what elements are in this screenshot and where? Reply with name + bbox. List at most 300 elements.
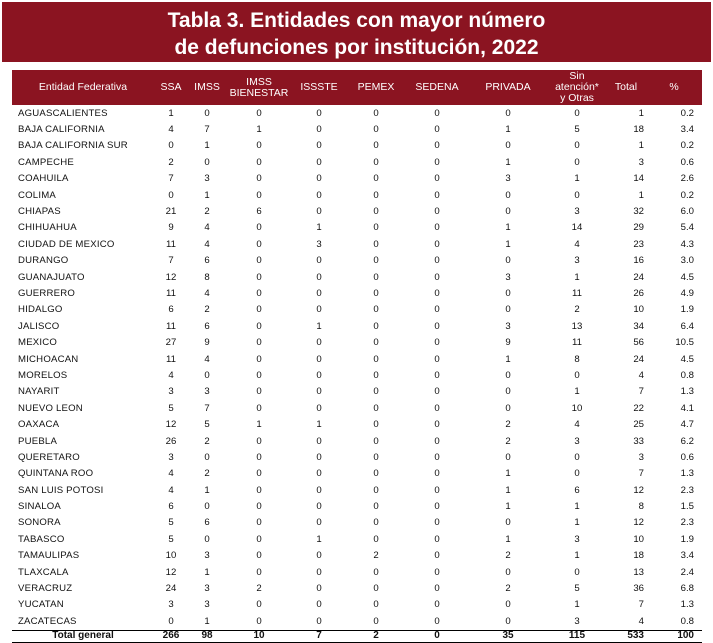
cell-entidad: YUCATAN xyxy=(18,599,64,611)
cell-total: 12 xyxy=(633,517,644,529)
cell-total: 8 xyxy=(638,501,644,513)
cell-pemex: 0 xyxy=(373,435,379,447)
cell-pemex: 0 xyxy=(373,468,379,480)
cell-privada: 1 xyxy=(505,484,511,496)
cell-total: 4 xyxy=(638,615,644,627)
cell-sin-atencion: 0 xyxy=(574,189,580,201)
cell-imss-bienestar: 6 xyxy=(256,206,262,218)
cell-issste: 0 xyxy=(316,599,322,611)
cell-total: 4 xyxy=(638,369,644,381)
cell-privada: 3 xyxy=(505,173,511,185)
cell-percent: 0.8 xyxy=(680,369,694,381)
cell-privada: 3 xyxy=(505,271,511,283)
cell-percent: 1.3 xyxy=(680,386,694,398)
cell-issste: 0 xyxy=(316,566,322,578)
cell-percent: 2.3 xyxy=(680,484,694,496)
header-imss-bienestar-line-2: BIENESTAR xyxy=(229,86,289,99)
cell-imss: 6 xyxy=(204,517,210,529)
cell-pemex: 0 xyxy=(373,484,379,496)
cell-sedena: 0 xyxy=(434,124,440,136)
cell-sedena: 0 xyxy=(434,222,440,234)
cell-privada: 0 xyxy=(505,206,511,218)
cell-pemex: 0 xyxy=(373,255,379,267)
cell-sedena: 0 xyxy=(434,615,440,627)
table-row xyxy=(12,384,702,400)
total-entidad: Total general xyxy=(12,630,154,642)
cell-sin-atencion: 5 xyxy=(574,583,580,595)
cell-pemex: 0 xyxy=(373,304,379,316)
table-row xyxy=(12,253,702,269)
cell-imss-bienestar: 0 xyxy=(256,320,262,332)
cell-imss-bienestar: 0 xyxy=(256,222,262,234)
cell-pemex: 0 xyxy=(373,222,379,234)
cell-imss-bienestar: 0 xyxy=(256,451,262,463)
header-total: Total xyxy=(606,70,646,105)
cell-total: 26 xyxy=(633,287,644,299)
cell-imss: 9 xyxy=(204,337,210,349)
cell-total: 34 xyxy=(633,320,644,332)
cell-ssa: 27 xyxy=(165,337,177,349)
cell-percent: 2.4 xyxy=(680,566,694,578)
cell-pemex: 0 xyxy=(373,206,379,218)
cell-imss-bienestar: 0 xyxy=(256,484,262,496)
cell-pemex: 0 xyxy=(373,566,379,578)
cell-imss: 1 xyxy=(204,484,210,496)
cell-entidad: CAMPECHE xyxy=(18,156,74,168)
table-title xyxy=(2,2,711,62)
table-row xyxy=(12,203,702,219)
cell-imss: 6 xyxy=(204,320,210,332)
cell-privada: 0 xyxy=(505,255,511,267)
total-pemex: 2 xyxy=(346,630,406,642)
cell-percent: 4.5 xyxy=(680,353,694,365)
cell-sedena: 0 xyxy=(434,533,440,545)
cell-total: 7 xyxy=(638,386,644,398)
cell-total: 25 xyxy=(633,419,644,431)
cell-pemex: 0 xyxy=(373,419,379,431)
cell-issste: 0 xyxy=(316,386,322,398)
cell-entidad: PUEBLA xyxy=(18,435,58,447)
cell-imss: 6 xyxy=(204,255,210,267)
cell-sin-atencion: 13 xyxy=(571,320,583,332)
cell-imss-bienestar: 0 xyxy=(256,107,262,119)
table-row xyxy=(12,138,702,154)
cell-ssa: 2 xyxy=(168,156,174,168)
cell-sedena: 0 xyxy=(434,287,440,299)
cell-total: 23 xyxy=(633,238,644,250)
cell-privada: 0 xyxy=(505,386,511,398)
cell-issste: 0 xyxy=(316,304,322,316)
cell-issste: 0 xyxy=(316,107,322,119)
cell-sin-atencion: 6 xyxy=(574,484,580,496)
cell-percent: 4.7 xyxy=(680,419,694,431)
cell-sin-atencion: 4 xyxy=(574,238,580,250)
cell-sedena: 0 xyxy=(434,189,440,201)
cell-imss-bienestar: 0 xyxy=(256,255,262,267)
cell-pemex: 0 xyxy=(373,320,379,332)
cell-imss: 8 xyxy=(204,271,210,283)
cell-entidad: BAJA CALIFORNIA SUR xyxy=(18,140,128,152)
total-ssa: 266 xyxy=(154,630,188,642)
cell-ssa: 12 xyxy=(165,419,177,431)
cell-total: 29 xyxy=(633,222,644,234)
table-row xyxy=(12,269,702,285)
cell-sin-atencion: 14 xyxy=(571,222,583,234)
cell-ssa: 12 xyxy=(165,566,177,578)
cell-pemex: 0 xyxy=(373,337,379,349)
cell-issste: 0 xyxy=(316,337,322,349)
total-total: 533 xyxy=(606,630,646,642)
cell-total: 24 xyxy=(633,353,644,365)
cell-total: 24 xyxy=(633,271,644,283)
cell-total: 36 xyxy=(633,583,644,595)
header-sin-atencion xyxy=(548,70,606,105)
table-row xyxy=(12,220,702,236)
header-sin-line-2: atención* xyxy=(555,81,599,93)
cell-percent: 0.2 xyxy=(680,189,694,201)
cell-issste: 0 xyxy=(316,287,322,299)
cell-privada: 1 xyxy=(505,124,511,136)
cell-total: 16 xyxy=(633,255,644,267)
cell-total: 14 xyxy=(633,173,644,185)
cell-issste: 0 xyxy=(316,271,322,283)
cell-total: 1 xyxy=(638,140,644,152)
cell-total: 18 xyxy=(633,550,644,562)
cell-issste: 0 xyxy=(316,435,322,447)
cell-ssa: 4 xyxy=(168,468,174,480)
cell-sin-atencion: 0 xyxy=(574,566,580,578)
cell-privada: 0 xyxy=(505,107,511,119)
table-row xyxy=(12,580,702,596)
cell-entidad: NAYARIT xyxy=(18,386,60,398)
cell-issste: 1 xyxy=(316,320,322,332)
cell-imss: 3 xyxy=(204,173,210,185)
cell-pemex: 2 xyxy=(373,550,379,562)
cell-percent: 4.5 xyxy=(680,271,694,283)
cell-entidad: MEXICO xyxy=(18,337,58,349)
cell-issste: 0 xyxy=(316,468,322,480)
cell-privada: 1 xyxy=(505,222,511,234)
cell-sin-atencion: 0 xyxy=(574,451,580,463)
cell-privada: 0 xyxy=(505,566,511,578)
cell-sin-atencion: 0 xyxy=(574,468,580,480)
cell-percent: 0.8 xyxy=(680,615,694,627)
cell-total: 10 xyxy=(633,304,644,316)
total-percent: 100 xyxy=(646,630,702,642)
cell-imss-bienestar: 0 xyxy=(256,566,262,578)
cell-sedena: 0 xyxy=(434,435,440,447)
cell-entidad: OAXACA xyxy=(18,419,60,431)
cell-percent: 1.3 xyxy=(680,468,694,480)
cell-imss: 7 xyxy=(204,124,210,136)
cell-sin-atencion: 3 xyxy=(574,435,580,447)
cell-pemex: 0 xyxy=(373,501,379,513)
cell-pemex: 0 xyxy=(373,124,379,136)
cell-sedena: 0 xyxy=(434,238,440,250)
cell-issste: 1 xyxy=(316,533,322,545)
cell-imss: 7 xyxy=(204,402,210,414)
cell-privada: 1 xyxy=(505,533,511,545)
cell-imss-bienestar: 0 xyxy=(256,271,262,283)
cell-ssa: 1 xyxy=(168,107,174,119)
cell-sedena: 0 xyxy=(434,271,440,283)
cell-total: 7 xyxy=(638,468,644,480)
cell-pemex: 0 xyxy=(373,353,379,365)
cell-entidad: ZACATECAS xyxy=(18,615,77,627)
cell-ssa: 4 xyxy=(168,124,174,136)
cell-total: 22 xyxy=(633,402,644,414)
cell-pemex: 0 xyxy=(373,189,379,201)
cell-percent: 3.0 xyxy=(680,255,694,267)
cell-pemex: 0 xyxy=(373,287,379,299)
cell-imss: 3 xyxy=(204,550,210,562)
cell-sedena: 0 xyxy=(434,599,440,611)
cell-entidad: HIDALGO xyxy=(18,304,63,316)
total-imss: 98 xyxy=(188,630,226,642)
cell-ssa: 10 xyxy=(165,550,177,562)
cell-privada: 1 xyxy=(505,353,511,365)
cell-sin-atencion: 2 xyxy=(574,304,580,316)
header-sin-line-3: y Otras xyxy=(560,92,594,104)
cell-issste: 0 xyxy=(316,353,322,365)
cell-issste: 1 xyxy=(316,419,322,431)
cell-imss-bienestar: 0 xyxy=(256,353,262,365)
cell-sedena: 0 xyxy=(434,206,440,218)
header-imss-bienestar xyxy=(226,70,292,105)
cell-sedena: 0 xyxy=(434,369,440,381)
cell-ssa: 5 xyxy=(168,402,174,414)
table-body xyxy=(12,105,702,630)
header-sin-line-1: Sin xyxy=(569,70,585,82)
table-row xyxy=(12,236,702,252)
cell-imss: 1 xyxy=(204,189,210,201)
total-sin-atencion: 115 xyxy=(548,630,606,642)
cell-privada: 0 xyxy=(505,189,511,201)
cell-ssa: 7 xyxy=(168,255,174,267)
cell-imss-bienestar: 0 xyxy=(256,337,262,349)
cell-imss: 2 xyxy=(204,468,210,480)
cell-percent: 0.6 xyxy=(680,451,694,463)
header-imss: IMSS xyxy=(188,70,226,105)
table-row xyxy=(12,154,702,170)
cell-sedena: 0 xyxy=(434,402,440,414)
cell-issste: 0 xyxy=(316,369,322,381)
cell-privada: 0 xyxy=(505,140,511,152)
header-percent: % xyxy=(646,70,702,105)
cell-imss-bienestar: 0 xyxy=(256,287,262,299)
cell-entidad: CHIHUAHUA xyxy=(18,222,77,234)
cell-ssa: 3 xyxy=(168,599,174,611)
cell-percent: 0.2 xyxy=(680,107,694,119)
cell-imss-bienestar: 1 xyxy=(256,124,262,136)
cell-total: 1 xyxy=(638,107,644,119)
cell-imss-bienestar: 0 xyxy=(256,550,262,562)
cell-privada: 9 xyxy=(505,337,511,349)
cell-ssa: 5 xyxy=(168,517,174,529)
cell-total: 1 xyxy=(638,189,644,201)
cell-imss: 0 xyxy=(204,369,210,381)
cell-total: 7 xyxy=(638,599,644,611)
table-row xyxy=(12,121,702,137)
cell-sin-atencion: 8 xyxy=(574,353,580,365)
cell-issste: 0 xyxy=(316,173,322,185)
title-line-1: Tabla 3. Entidades con mayor número xyxy=(167,9,546,32)
cell-privada: 0 xyxy=(505,402,511,414)
cell-ssa: 11 xyxy=(166,353,176,365)
cell-issste: 0 xyxy=(316,583,322,595)
cell-entidad: AGUASCALIENTES xyxy=(18,107,108,119)
cell-imss: 3 xyxy=(204,386,210,398)
table-row xyxy=(12,187,702,203)
cell-privada: 0 xyxy=(505,369,511,381)
header-sedena: SEDENA xyxy=(406,70,468,105)
cell-percent: 1.9 xyxy=(680,533,694,545)
cell-imss: 1 xyxy=(204,566,210,578)
cell-privada: 2 xyxy=(505,583,511,595)
cell-imss-bienestar: 0 xyxy=(256,140,262,152)
cell-imss-bienestar: 2 xyxy=(256,583,262,595)
cell-sin-atencion: 11 xyxy=(572,287,582,299)
cell-sin-atencion: 3 xyxy=(574,206,580,218)
cell-privada: 1 xyxy=(505,468,511,480)
cell-imss-bienestar: 0 xyxy=(256,468,262,480)
total-sedena: 0 xyxy=(406,630,468,642)
cell-imss: 0 xyxy=(204,451,210,463)
cell-sin-atencion: 3 xyxy=(574,533,580,545)
cell-privada: 2 xyxy=(505,419,511,431)
table-row xyxy=(12,105,702,121)
cell-ssa: 21 xyxy=(165,206,177,218)
cell-total: 10 xyxy=(633,533,644,545)
cell-privada: 2 xyxy=(505,550,511,562)
cell-ssa: 0 xyxy=(168,615,174,627)
table-row xyxy=(12,531,702,547)
cell-total: 12 xyxy=(633,484,644,496)
cell-entidad: SAN LUIS POTOSI xyxy=(18,484,104,496)
cell-privada: 1 xyxy=(505,238,511,250)
cell-imss: 1 xyxy=(204,615,210,627)
cell-entidad: MICHOACAN xyxy=(18,353,79,365)
cell-sedena: 0 xyxy=(434,468,440,480)
cell-pemex: 0 xyxy=(373,451,379,463)
cell-pemex: 0 xyxy=(373,369,379,381)
cell-sin-atencion: 1 xyxy=(574,599,580,611)
table-row xyxy=(12,548,702,564)
cell-pemex: 0 xyxy=(373,173,379,185)
table-row xyxy=(12,302,702,318)
header-imss-bienestar-line-1: IMSS xyxy=(246,75,272,88)
cell-sin-atencion: 1 xyxy=(574,501,580,513)
cell-ssa: 9 xyxy=(168,222,174,234)
cell-percent: 0.6 xyxy=(680,156,694,168)
cell-entidad: JALISCO xyxy=(18,320,60,332)
cell-entidad: DURANGO xyxy=(18,255,69,267)
total-imss-bienestar: 10 xyxy=(226,630,292,642)
cell-total: 13 xyxy=(633,566,644,578)
cell-percent: 6.8 xyxy=(680,583,694,595)
cell-issste: 0 xyxy=(316,484,322,496)
header-ssa: SSA xyxy=(154,70,188,105)
cell-imss: 5 xyxy=(204,419,210,431)
cell-imss-bienestar: 0 xyxy=(256,369,262,381)
cell-entidad: BAJA CALIFORNIA xyxy=(18,124,105,136)
cell-entidad: COAHUILA xyxy=(18,173,69,185)
cell-entidad: TABASCO xyxy=(18,533,65,545)
cell-sin-atencion: 4 xyxy=(574,419,580,431)
table-row xyxy=(12,466,702,482)
cell-issste: 0 xyxy=(316,255,322,267)
cell-sedena: 0 xyxy=(434,173,440,185)
cell-percent: 1.9 xyxy=(680,304,694,316)
cell-percent: 10.5 xyxy=(675,337,694,349)
cell-sedena: 0 xyxy=(434,550,440,562)
cell-entidad: TLAXCALA xyxy=(18,566,69,578)
cell-ssa: 11 xyxy=(166,287,176,299)
cell-entidad: CHIAPAS xyxy=(18,206,61,218)
cell-sedena: 0 xyxy=(434,156,440,168)
cell-pemex: 0 xyxy=(373,517,379,529)
cell-pemex: 0 xyxy=(373,271,379,283)
cell-pemex: 0 xyxy=(373,156,379,168)
cell-sin-atencion: 1 xyxy=(574,386,580,398)
cell-sin-atencion: 10 xyxy=(571,402,583,414)
cell-sin-atencion: 3 xyxy=(574,255,580,267)
cell-imss: 4 xyxy=(204,238,210,250)
cell-sedena: 0 xyxy=(434,320,440,332)
cell-ssa: 0 xyxy=(168,140,174,152)
cell-ssa: 4 xyxy=(168,369,174,381)
cell-sedena: 0 xyxy=(434,484,440,496)
table-row xyxy=(12,597,702,613)
cell-imss-bienestar: 0 xyxy=(256,238,262,250)
cell-entidad: GUANAJUATO xyxy=(18,271,85,283)
cell-issste: 0 xyxy=(316,402,322,414)
cell-entidad: CIUDAD DE MEXICO xyxy=(18,238,115,250)
cell-ssa: 12 xyxy=(165,271,177,283)
table-row xyxy=(12,482,702,498)
cell-ssa: 11 xyxy=(166,238,176,250)
cell-sin-atencion: 0 xyxy=(574,140,580,152)
cell-percent: 4.3 xyxy=(680,238,694,250)
cell-percent: 4.9 xyxy=(680,287,694,299)
cell-total: 18 xyxy=(633,124,644,136)
cell-total: 32 xyxy=(633,206,644,218)
cell-pemex: 0 xyxy=(373,402,379,414)
cell-pemex: 0 xyxy=(373,386,379,398)
cell-ssa: 0 xyxy=(168,189,174,201)
cell-privada: 0 xyxy=(505,451,511,463)
cell-imss: 1 xyxy=(204,140,210,152)
cell-imss-bienestar: 0 xyxy=(256,189,262,201)
table-row xyxy=(12,433,702,449)
cell-issste: 0 xyxy=(316,451,322,463)
cell-ssa: 6 xyxy=(168,304,174,316)
cell-sin-atencion: 0 xyxy=(574,369,580,381)
cell-issste: 0 xyxy=(316,517,322,529)
header-pemex: PEMEX xyxy=(346,70,406,105)
cell-issste: 0 xyxy=(316,189,322,201)
header-privada: PRIVADA xyxy=(468,70,548,105)
cell-percent: 6.4 xyxy=(680,320,694,332)
cell-percent: 3.4 xyxy=(680,550,694,562)
cell-pemex: 0 xyxy=(373,140,379,152)
cell-percent: 4.1 xyxy=(680,402,694,414)
cell-imss-bienestar: 0 xyxy=(256,599,262,611)
deaths-by-institution-table xyxy=(12,70,702,643)
cell-ssa: 5 xyxy=(168,533,174,545)
header-row xyxy=(12,70,702,105)
cell-ssa: 3 xyxy=(168,386,174,398)
